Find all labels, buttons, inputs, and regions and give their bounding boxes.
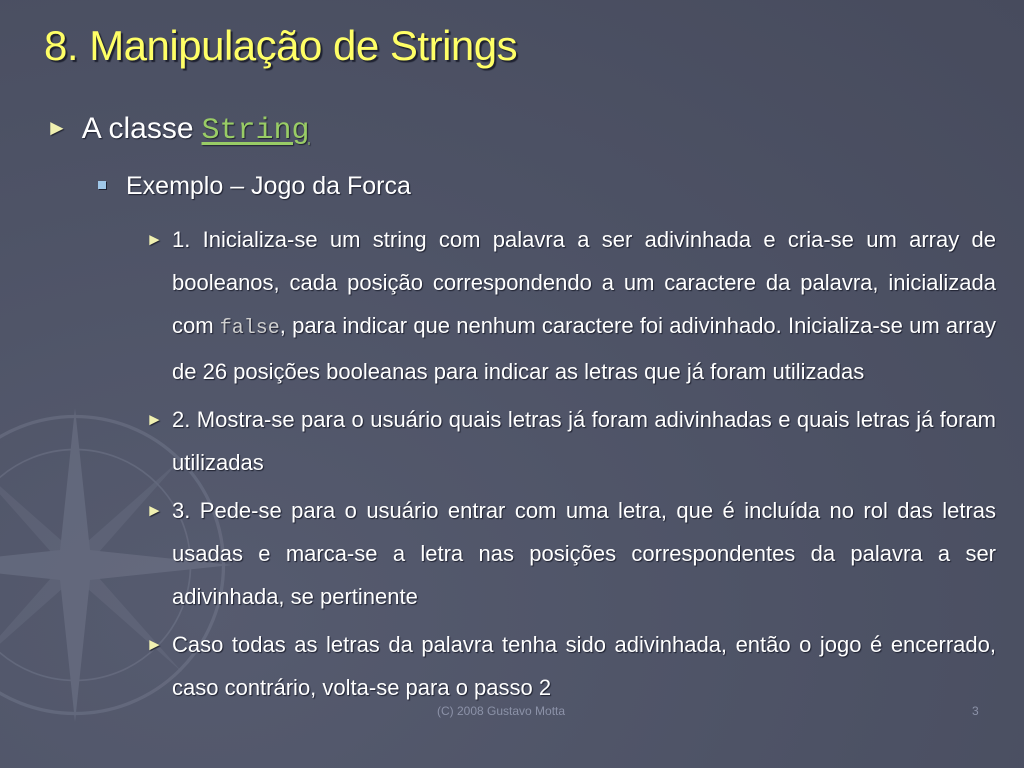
bullet-level2-text: Exemplo – Jogo da Forca [126, 172, 411, 200]
step-item-1 [146, 218, 996, 393]
triangle-right-icon: ► [146, 230, 163, 249]
triangle-right-icon: ► [146, 410, 163, 429]
triangle-right-icon: ► [46, 115, 68, 140]
string-class-link[interactable]: String [201, 114, 310, 148]
step-item-4 [146, 623, 996, 709]
bullet-level1-text: A classe [81, 112, 194, 145]
page-number: 3 [972, 704, 979, 718]
bullet-level1 [46, 112, 310, 148]
step-3-text: 3. Pede-se para o usuário entrar com uma letra, que é incluída no rol das letras usadas e marca-se a letra nas posições correspondentes da palavra a ser adivinhada, se pertinente [172, 498, 996, 609]
step-4-text: Caso todas as letras da palavra tenha sido adivinhada, então o jogo é encerrado, caso contrário, volta-se para o passo 2 [172, 632, 996, 700]
footer-copyright: (C) 2008 Gustavo Motta [437, 704, 566, 718]
square-bullet-icon [98, 181, 106, 189]
step-list [146, 218, 996, 714]
triangle-right-icon: ► [146, 635, 163, 654]
step-item-3 [146, 489, 996, 618]
triangle-right-icon: ► [146, 501, 163, 520]
slide-title: 8. Manipulação de Strings [44, 22, 518, 69]
step-2-text: 2. Mostra-se para o usuário quais letras já foram adivinhadas e quais letras já foram utilizadas [172, 407, 996, 475]
step-1-text-before: 1. Inicializa-se um string com palavra a ser adivinhada e cria-se um array de booleanos, cada posição correspondendo a um caractere da palavra, inicializada com [172, 227, 996, 338]
step-item-2 [146, 398, 996, 484]
false-keyword: false [219, 317, 280, 340]
bullet-level2 [98, 172, 411, 201]
step-1-text-after: , para indicar que nenhum caractere foi adivinhado. Inicializa-se um array de 26 posições booleanas para indicar as letras que já foram utilizadas [172, 313, 996, 384]
